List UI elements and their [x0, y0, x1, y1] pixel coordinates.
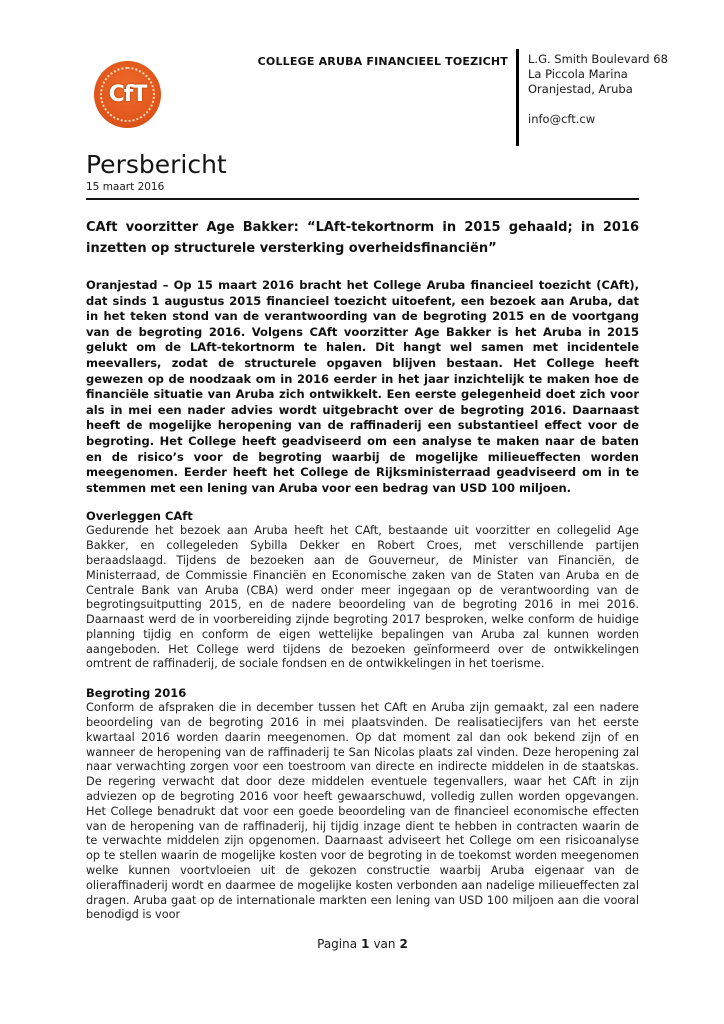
address-line: L.G. Smith Boulevard 68 — [528, 52, 668, 66]
section-heading-begroting: Begroting 2016 — [86, 686, 187, 701]
address-line: Oranjestad, Aruba — [528, 82, 633, 96]
page-number-total: 2 — [399, 937, 408, 952]
document-content — [86, 150, 639, 951]
address-block — [528, 52, 668, 127]
page-number-separator: van — [373, 937, 396, 952]
press-release-headline: CAft voorzitter Age Bakker: “LAft-tekortnorm in 2015 gehaald; in 2016 inzetten op structurele versterking overheidsfinanciën” — [86, 220, 639, 256]
cft-logo-text: CfT — [108, 82, 147, 107]
header-divider — [516, 49, 519, 146]
section-body-begroting: Conform de afspraken die in december tussen het CAft en Aruba zijn gemaakt, zal een nadere beoordeling van de begroting 2016 in mei plaatsvinden. De realisatiecijfers van het eerste kwartaal 2016 worden daarin meegenomen. Op dat moment zal dan ook bekend zijn of en wanneer de heropening van de raffinaderij te San Nicolas plaats zal vinden. Deze heropening zal naar verwachting zorgen voor een toestroom van directe en indirecte middelen in de staatskas. De regering verwacht dat door deze middelen eventuele tegenvallers, waar het CAft in zijn adviezen op de begroting 2016 voor heeft gewaarschuwd, volledig zullen worden opgevangen. Het College benadrukt dat voor een goede beoordeling van de financieel economische effecten van de heropening van de raffinaderij, hij tijdig inzage dient te hebben in contracten waarin de te verwachte middelen zijn opgenomen. Daarnaast adviseert het College om een risicoanalyse op te stellen waarin de mogelijke kosten voor de begroting in de toekomst worden meegenomen welke kunnen voortvloeien uit de gekozen constructie waarbij Aruba eigenaar van de olieraffinaderij wordt en daarmee de mogelijke kosten verbonden aan nadelige milieueffecten zal dragen. Aruba gaat op de internationale markten een lening van USD 100 miljoen aan die vooral benodigd is voor — [86, 701, 639, 922]
section-heading-overleggen: Overleggen CAft — [86, 509, 193, 524]
document-date: 15 maart 2016 — [86, 181, 165, 193]
lead-paragraph: Oranjestad – Op 15 maart 2016 bracht het College Aruba financieel toezicht (CAft), dat sinds 1 augustus 2015 financieel toezicht uitoefent, een bezoek aan Aruba, dat in het teken stond van de verantwoording van de begroting 2015 en de voortgang van de begroting 2016. Volgens CAft voorzitter Age Bakker is het Aruba in 2015 gelukt om de LAft-tekortnorm te halen. Dit hangt wel samen met incidentele meevallers, zodat de structurele opgaven blijven bestaan. Het College heeft gewezen op de noodzaak om in 2016 eerder in het jaar inzichtelijk te maken hoe de financiële situatie van Aruba zich ontwikkelt. Een eerste gelegenheid doet zich voor als in mei een nader advies wordt uitgebracht over de begroting 2016. Daarnaast heeft de mogelijke heropening van de raffinaderij een substantieel effect voor de begroting. Het College heeft geadviseerd om een analyse te maken naar de baten en de risico’s voor de begroting waarbij de mogelijke milieueffecten worden meegenomen. Eerder heeft het College de Rijksministerraad geadviseerd om in te stemmen met een lening van Aruba voor een bedrag van USD 100 miljoen. — [86, 278, 639, 495]
section-body-overleggen: Gedurende het bezoek aan Aruba heeft het CAft, bestaande uit voorzitter en collegelid Age Bakker, en collegeleden Sybilla Dekker en Robert Croes, met verschillende partijen beraadslaagd. Tijdens de bezoeken aan de Gouverneur, de Minister van Financiën, de Ministerraad, de Commissie Financiën en Economische zaken van de Staten van Aruba en de Centrale Bank van Aruba (CBA) werd onder meer ingegaan op de verantwoording van de begrotingsuitputting 2015, en de nadere beoordeling van de begroting 2016 in mei 2016. Daarnaast werd de in voorbereiding zijnde begroting 2017 besproken, welke conform de huidige planning tijdig en conform de eigen wettelijke bepalingen van Aruba zal kunnen worden aangeboden. Het College werd tijdens de bezoeken geïnformeerd over de ontwikkelingen omtrent de raffinaderij, de sociale fondsen en de ontwikkelingen in het toerisme. — [86, 524, 639, 671]
page-title: Persbericht — [86, 150, 227, 179]
contact-email: info@cft.cw — [528, 112, 596, 126]
organization-name: COLLEGE ARUBA FINANCIEEL TOEZICHT — [257, 55, 508, 68]
page-number — [86, 937, 639, 951]
cft-logo — [94, 61, 161, 128]
title-divider — [86, 198, 639, 200]
page-number-prefix: Pagina — [317, 937, 358, 952]
page-number-current: 1 — [361, 937, 370, 952]
address-line: La Piccola Marina — [528, 67, 628, 81]
